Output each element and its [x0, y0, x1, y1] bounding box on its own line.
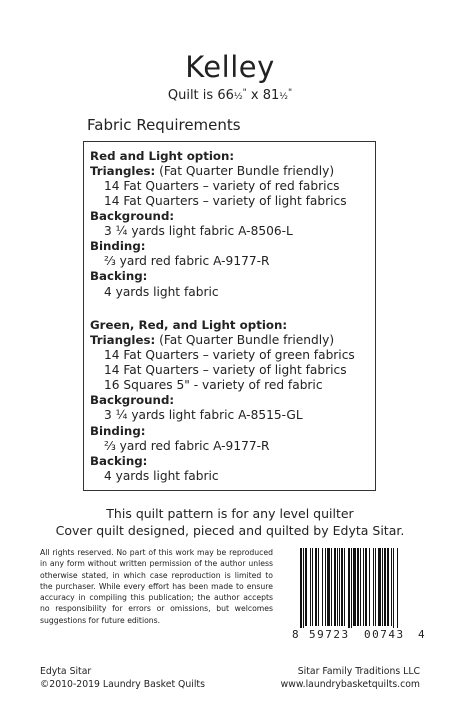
barcode-bar: [351, 548, 352, 628]
barcode-bar: [327, 548, 330, 626]
option2-binding-label: Binding:: [90, 424, 146, 438]
quilt-size: [0, 88, 460, 103]
barcode-bar: [300, 548, 302, 628]
barcode-bar: [360, 548, 361, 626]
barcode-bar: [315, 548, 317, 626]
option2-heading: Green, Red, and Light option:: [90, 318, 288, 332]
height-whole: 81: [262, 88, 280, 103]
barcode: [292, 548, 426, 642]
barcode-bars: [292, 548, 426, 628]
barcode-bar: [344, 548, 345, 626]
height-fraction: ½: [279, 92, 288, 102]
width-fraction: ½: [233, 92, 243, 102]
fabric-requirements-heading: Fabric Requirements: [87, 116, 241, 134]
author-name: Edyta Sitar: [40, 666, 92, 677]
barcode-bar: [365, 548, 367, 626]
barcode-bar: [339, 548, 340, 626]
barcode-bar: [312, 548, 313, 626]
width-whole: 66: [217, 88, 234, 103]
option2-triangles-label: Triangles:: [90, 333, 156, 347]
option2-background-label: Background:: [90, 393, 175, 407]
option1-heading: Red and Light option:: [90, 149, 235, 163]
barcode-bar: [369, 548, 370, 626]
height-inch-mark: ": [287, 88, 293, 98]
barcode-bar: [318, 548, 319, 626]
option1-binding-item: ⅔ yard red fabric A-9177-R: [104, 254, 270, 268]
barcode-bar: [391, 548, 392, 626]
barcode-bar: [325, 548, 326, 626]
barcode-bar: [397, 548, 398, 628]
size-prefix: Quilt is: [167, 88, 218, 103]
barcode-bar: [357, 548, 359, 626]
designer-credit: Cover quilt designed, pieced and quilted by Edyta Sitar.: [55, 523, 405, 538]
width-inch-mark: ": [242, 88, 247, 98]
barcode-bar: [310, 548, 311, 626]
pattern-title: Kelley: [185, 50, 275, 84]
barcode-bar: [305, 548, 307, 626]
publisher-website: www.laundrybasketquilts.com: [280, 679, 420, 690]
option2-triangle-item: 16 Squares 5" - variety of red fabric: [104, 378, 323, 392]
option1-backing-item: 4 yards light fabric: [104, 285, 219, 299]
barcode-bar: [331, 548, 332, 626]
barcode-bar: [373, 548, 374, 626]
barcode-bar: [393, 548, 394, 628]
barcode-bar: [382, 548, 383, 626]
option1-background-label: Background:: [90, 209, 175, 223]
option1-binding-label: Binding:: [90, 239, 146, 253]
copyright-notice: All rights reserved. No part of this work may be reproduced in any form without written permission of the author unless otherwise stated, in which case reproduction is limited to the purchaser. While every effort has been made to ensure accuracy in compiling this publication; the author accepts no responsibility for errors or omissions, but welcomes suggestions for future editions.: [40, 548, 273, 625]
barcode-bar: [378, 548, 381, 626]
option1-triangles: [90, 164, 334, 179]
option2-triangles-note: (Fat Quarter Bundle friendly): [155, 333, 335, 347]
barcode-bar: [348, 548, 350, 628]
option1-triangles-note: (Fat Quarter Bundle friendly): [155, 164, 335, 178]
barcode-right-digits: 00743: [364, 628, 405, 641]
barcode-bar: [341, 548, 343, 626]
option1-triangles-label: Triangles:: [90, 164, 156, 178]
footer-publisher: [281, 665, 420, 691]
option1-backing-label: Backing:: [90, 269, 148, 283]
skill-level-note: This quilt pattern is for any level quilter: [106, 506, 354, 521]
option1-triangle-item: 14 Fat Quarters – variety of light fabrics: [104, 194, 347, 208]
barcode-bar: [375, 548, 376, 626]
barcode-bar: [387, 548, 389, 626]
barcode-trail-digit: 4: [418, 628, 425, 641]
option2-background-item: 3 ¼ yards light fabric A-8515-GL: [104, 408, 303, 422]
option1-background-item: 3 ¼ yards light fabric A-8506-L: [104, 224, 293, 238]
barcode-lead-digit: 8: [292, 628, 299, 641]
option2-backing-label: Backing:: [90, 454, 148, 468]
copyright-line: ©2010-2019 Laundry Basket Quilts: [40, 679, 205, 690]
option2-binding-item: ⅔ yard red fabric A-9177-R: [104, 439, 270, 453]
barcode-bar: [353, 548, 356, 626]
barcode-bar: [303, 548, 304, 628]
barcode-bar: [363, 548, 364, 626]
barcode-bar: [334, 548, 336, 626]
option2-triangle-item: 14 Fat Quarters – variety of light fabrics: [104, 363, 347, 377]
option2-backing-item: 4 yards light fabric: [104, 469, 219, 483]
size-separator: x: [246, 88, 263, 103]
option2-triangles: [90, 333, 334, 348]
barcode-bar: [384, 548, 386, 626]
barcode-bar: [337, 548, 338, 626]
barcode-bar: [322, 548, 323, 626]
footer-author: [40, 665, 205, 691]
publisher-name: Sitar Family Traditions LLC: [297, 666, 420, 677]
option1-triangle-item: 14 Fat Quarters – variety of red fabrics: [104, 179, 340, 193]
barcode-left-digits: 59723: [309, 628, 350, 641]
option2-triangle-item: 14 Fat Quarters – variety of green fabrics: [104, 348, 355, 362]
